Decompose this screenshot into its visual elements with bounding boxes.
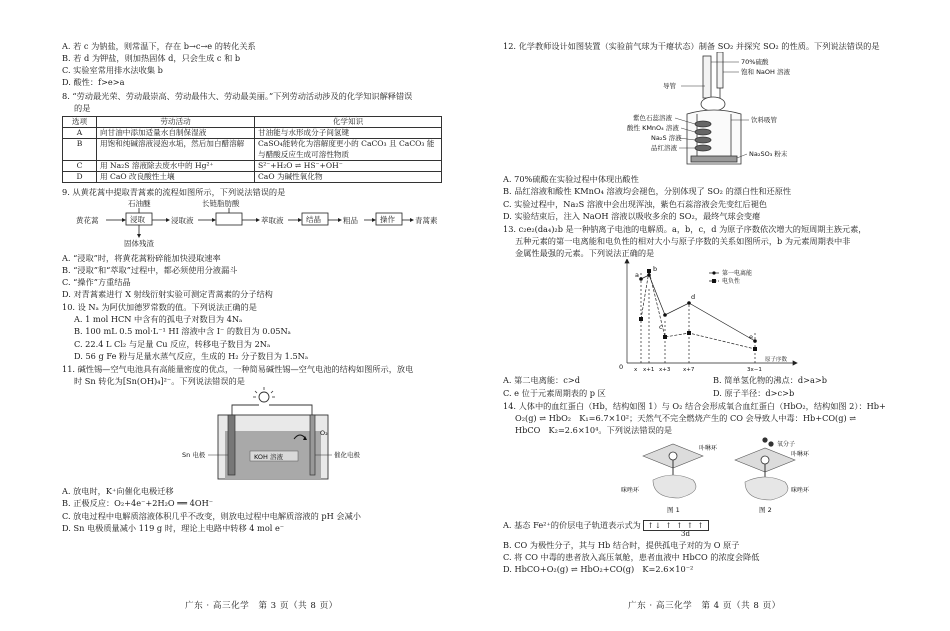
q13-options-row-1 bbox=[503, 374, 929, 386]
page-footer-left: 广东 · 高三化学 第 3 页（共 8 页） bbox=[185, 601, 338, 611]
question-14 bbox=[503, 400, 929, 576]
table-row bbox=[63, 139, 442, 161]
flow-product-3: 粗品 bbox=[343, 216, 358, 226]
xtick-3: x+3 bbox=[659, 367, 671, 372]
hemoglobin-structure-2 bbox=[735, 438, 810, 515]
hemoglobin-structure-1 bbox=[621, 444, 718, 514]
q13-option-d: D. 原子半径：d>c>b bbox=[713, 387, 795, 398]
q9-option-a: A. “浸取”时，将黄花蒿粉碎能加快浸取速率 bbox=[62, 252, 221, 263]
koh-label: KOH 溶液 bbox=[254, 453, 283, 462]
q10-stem: 10. 设 Nₐ 为阿伏加德罗常数的值。下列说法正确的是 bbox=[62, 302, 257, 313]
point-label-b: b bbox=[653, 265, 658, 274]
ring-label-1: 卟啉环 bbox=[699, 445, 718, 453]
q8-header-option: 选项 bbox=[63, 116, 97, 127]
table-cell: 用饱和纯碱溶液浸泡水垢，然后加白醋溶解 bbox=[97, 139, 255, 161]
imid-label-2: 咪唑环 bbox=[791, 487, 810, 495]
orbital-diagram: ↑↓ ↑ ↑ ↑ ↑ bbox=[643, 520, 708, 531]
q14-option-d: D. HbCO+O₂(g) ⇌ HbO₂+CO(g) K=2.6×10⁻² bbox=[503, 564, 694, 575]
q13-option-b: B. 简单氢化物的沸点：d>a>b bbox=[713, 375, 827, 386]
q12-option-d: D. 实验结束后，注入 NaOH 溶液以吸收多余的 SO₂，最终气球会变瘪 bbox=[503, 210, 761, 221]
q9-option-c: C. “操作”方重结晶 bbox=[62, 276, 131, 287]
catalytic-electrode-label: 催化电极 bbox=[334, 451, 360, 460]
q13-chart bbox=[503, 259, 923, 371]
flow-input-1: 石油醚 bbox=[128, 199, 151, 209]
table-cell: A bbox=[63, 128, 97, 139]
table-cell: 用 Na₂S 溶液除去废水中的 Hg²⁺ bbox=[97, 160, 255, 171]
page-footer-right: 广东 · 高三化学 第 4 页（共 8 页） bbox=[628, 601, 781, 611]
q12-option-b: B. 品红溶液和酸性 KMnO₄ 溶液均会褪色，分别体现了 SO₂ 的漂白性和还原性 bbox=[503, 186, 792, 197]
flow-step-4: 操作 bbox=[380, 215, 395, 225]
xtick-4: x+7 bbox=[683, 367, 695, 372]
flow-start: 黄花蒿 bbox=[76, 216, 99, 226]
origin-zero: 0 bbox=[619, 363, 624, 372]
q10-option-c: C. 22.4 L Cl₂ 与足量 Cu 反应，转移电子数目为 2Nₐ bbox=[74, 338, 271, 349]
point-label-d: d bbox=[691, 293, 696, 302]
label-straw: 饮料吸管 bbox=[751, 116, 777, 125]
fig-caption-2: 图 2 bbox=[759, 506, 772, 515]
question-8 bbox=[62, 90, 482, 184]
q11-stem-cont: 时 Sn 转化为[Sn(OH)₄]²⁻。下列说法错误的是 bbox=[74, 376, 245, 387]
q7-options bbox=[62, 40, 482, 89]
q12-stem: 12. 化学教师设计如图装置（实验前气球为干瘪状态）制备 SO₂ 并探究 SO₂ 的性质。下列说法错误的是 bbox=[503, 41, 880, 51]
q14-option-c: C. 将 CO 中毒的患者放入高压氧舱，患者血液中 HbCO 的浓度会降低 bbox=[503, 552, 760, 563]
flow-end: 青蒿素 bbox=[415, 216, 438, 226]
flow-input-2: 长链脂肪酸 bbox=[202, 199, 240, 209]
table-cell: 甘油能与水形成分子间氢键 bbox=[255, 128, 442, 139]
x-axis-label: 原子序数 bbox=[765, 357, 788, 364]
table-cell: D bbox=[63, 172, 97, 183]
q8-stem-cont: 的是 bbox=[74, 102, 91, 113]
q14-stem-cont-2: HbCO K₂=2.6×10⁴。下列说法错误的是 bbox=[515, 424, 673, 435]
q11-option-c: C. 放电过程中电解质溶液体积几乎不改变，则放电过程中电解质溶液的 pH 会减小 bbox=[62, 510, 361, 521]
q14-option-a bbox=[503, 519, 929, 531]
q10-option-d: D. 56 g Fe 粉与足量水蒸气反应，生成的 H₂ 分子数目为 1.5Nₐ bbox=[74, 350, 308, 361]
question-11 bbox=[62, 363, 482, 534]
label-naoh: 饱和 NaOH 溶液 bbox=[741, 68, 790, 77]
xtick-1: x bbox=[634, 367, 638, 372]
label-sulfuric-acid: 70%硫酸 bbox=[741, 58, 769, 67]
sn-electrode-label: Sn 电极 bbox=[182, 451, 206, 460]
q12-apparatus-figure bbox=[503, 52, 923, 170]
label-na2so3: Na₂SO₃ 粉末 bbox=[749, 150, 788, 159]
left-column bbox=[62, 40, 482, 535]
question-12 bbox=[503, 40, 929, 222]
q8-header-activity: 劳动活动 bbox=[97, 116, 255, 127]
q12-option-c: C. 实验过程中，Na₂S 溶液中会出现浑浊，紫色石蕊溶液会先变红后褪色 bbox=[503, 198, 767, 209]
q14-stem-cont-1: O₂(g) ⇌ HbO₂ K₁=6.7×10²；天然气不完全燃烧产生的 CO 会导致人中毒：Hb+CO(g) ⇌ bbox=[515, 412, 857, 423]
label-kmno4: 酸性 KMnO₄ 溶液 bbox=[627, 124, 679, 133]
imid-label-1: 咪唑环 bbox=[621, 487, 640, 495]
q13-stem: 13. c₂e₂(da₄)₂b 是一种钠离子电池的电解质。a，b，c，d 为原子序数依次增大的短周期主族元素， bbox=[503, 223, 867, 234]
table-cell: B bbox=[63, 139, 97, 161]
label-na2s: Na₂S 溶液 bbox=[651, 134, 682, 143]
label-tube: 导管 bbox=[663, 82, 676, 91]
q9-option-d: D. 对青蒿素进行 X 射线衍射实验可测定青蒿素的分子结构 bbox=[62, 289, 273, 300]
q7-option-c: C. 实验室常用排水法收集 b bbox=[62, 65, 163, 76]
table-cell: 用 CaO 改良酸性土壤 bbox=[97, 172, 255, 183]
fig-caption-1: 图 1 bbox=[667, 506, 680, 515]
q9-option-b: B. “浸取”和“萃取”过程中，都必须使用分液漏斗 bbox=[62, 264, 238, 275]
q11-option-a: A. 放电时，K⁺向催化电极迁移 bbox=[62, 486, 174, 497]
q11-battery-figure bbox=[62, 387, 442, 482]
q7-option-a: A. 若 c 为钠盐，则常温下，存在 b→c→e 的转化关系 bbox=[62, 41, 256, 51]
q13-stem-cont-2: 金属性最强的元素。下列说法正确的是 bbox=[515, 248, 655, 259]
q14-hemoglobin-figure bbox=[503, 436, 923, 516]
q13-options-row-2 bbox=[503, 387, 929, 399]
bulb-icon bbox=[253, 387, 275, 402]
point-label-c: c bbox=[659, 323, 663, 332]
oxygen-label: 氧分子 bbox=[777, 441, 796, 449]
flow-step-3: 结晶 bbox=[306, 215, 321, 225]
q8-table bbox=[62, 116, 442, 184]
flow-residue: 固体残渣 bbox=[124, 239, 154, 249]
q10-option-b: B. 100 mL 0.5 mol·L⁻¹ HI 溶液中含 I⁻ 的数目为 0.05Nₐ bbox=[74, 326, 291, 337]
q9-flowchart bbox=[62, 198, 442, 248]
label-litmus: 紫色石蕊溶液 bbox=[633, 114, 672, 123]
table-row bbox=[63, 128, 442, 139]
flow-step-1: 浸取 bbox=[130, 215, 145, 225]
q7-option-b: B. 若 d 为钾盐，则加热固体 d，只会生成 c 和 b bbox=[62, 53, 241, 64]
orbital-subshell-label: 3d bbox=[681, 531, 690, 539]
legend-electronegativity: 电负性 bbox=[722, 278, 741, 286]
table-cell: CaSO₄能转化为溶解度更小的 CaCO₃ 且 CaCO₃ 能与醋酸反应生成可溶性物质 bbox=[255, 139, 442, 161]
q13-option-a: A. 第二电离能：c>d bbox=[503, 375, 580, 386]
q13-option-c: C. e 位于元素周期表的 p 区 bbox=[503, 387, 606, 398]
legend-ionization: 第一电离能 bbox=[722, 270, 753, 278]
question-10 bbox=[62, 301, 482, 362]
point-label-a: a bbox=[635, 271, 639, 280]
question-9 bbox=[62, 186, 482, 300]
label-pinhong: 品红溶液 bbox=[651, 144, 677, 153]
table-cell: S²⁻+H₂O ⇌ HS⁻+OH⁻ bbox=[255, 160, 442, 171]
table-row bbox=[63, 172, 442, 183]
table-cell: CaO 为碱性氧化物 bbox=[255, 172, 442, 183]
o2-label: O₂ bbox=[320, 429, 328, 438]
xtick-2: x+1 bbox=[643, 367, 655, 372]
q10-option-a: A. 1 mol HCN 中含有的孤电子对数目为 4Nₐ bbox=[74, 314, 243, 325]
point-label-e: e bbox=[749, 333, 753, 342]
table-row bbox=[63, 160, 442, 171]
q8-header-knowledge: 化学知识 bbox=[255, 116, 442, 127]
q12-option-a: A. 70%硫酸在实验过程中体现出酸性 bbox=[503, 174, 639, 185]
flow-step-2: 萃取液 bbox=[261, 216, 284, 226]
xtick-5: 3x−1 bbox=[747, 367, 762, 372]
table-cell: C bbox=[63, 160, 97, 171]
question-13 bbox=[503, 223, 929, 399]
flow-product-1: 浸取液 bbox=[171, 216, 194, 226]
q14-option-a-text: A. 基态 Fe²⁺的价层电子轨道表示式为 bbox=[503, 520, 641, 531]
q14-stem: 14. 人体中的血红蛋白（Hb，结构如图 1）与 O₂ 结合会形成氧合血红蛋白（HbO₂，结构如图 2）：Hb+ bbox=[503, 400, 886, 411]
q11-stem: 11. 碱性锡—空气电池具有高能量密度的优点，一种简易碱性锡—空气电池的结构如图所示，放电 bbox=[62, 363, 414, 374]
ring-label-2: 卟啉环 bbox=[791, 451, 810, 459]
table-cell: 向甘油中添加适量水自制保湿液 bbox=[97, 128, 255, 139]
q11-option-d: D. Sn 电极质量减小 119 g 时，理论上电路中转移 4 mol e⁻ bbox=[62, 522, 285, 533]
q9-stem: 9. 从黄花蒿中提取青蒿素的流程如图所示，下列说法错误的是 bbox=[62, 187, 286, 198]
right-column bbox=[503, 40, 929, 577]
q14-option-b: B. CO 为极性分子，其与 Hb 结合时，提供孤电子对的为 O 原子 bbox=[503, 540, 740, 551]
q8-stem: 8. “劳动最光荣、劳动最崇高、劳动最伟大、劳动最美丽。”下列劳动活动涉及的化学知识解释错误 bbox=[62, 90, 413, 101]
q13-stem-cont-1: 五种元素的第一电离能和电负性的相对大小与原子序数的关系如图所示，b 为元素周期表中非 bbox=[515, 235, 851, 246]
q7-option-d: D. 酸性：f>e>a bbox=[62, 77, 125, 88]
q11-option-b: B. 正极反应：O₂+4e⁻+2H₂O ══ 4OH⁻ bbox=[62, 498, 214, 509]
